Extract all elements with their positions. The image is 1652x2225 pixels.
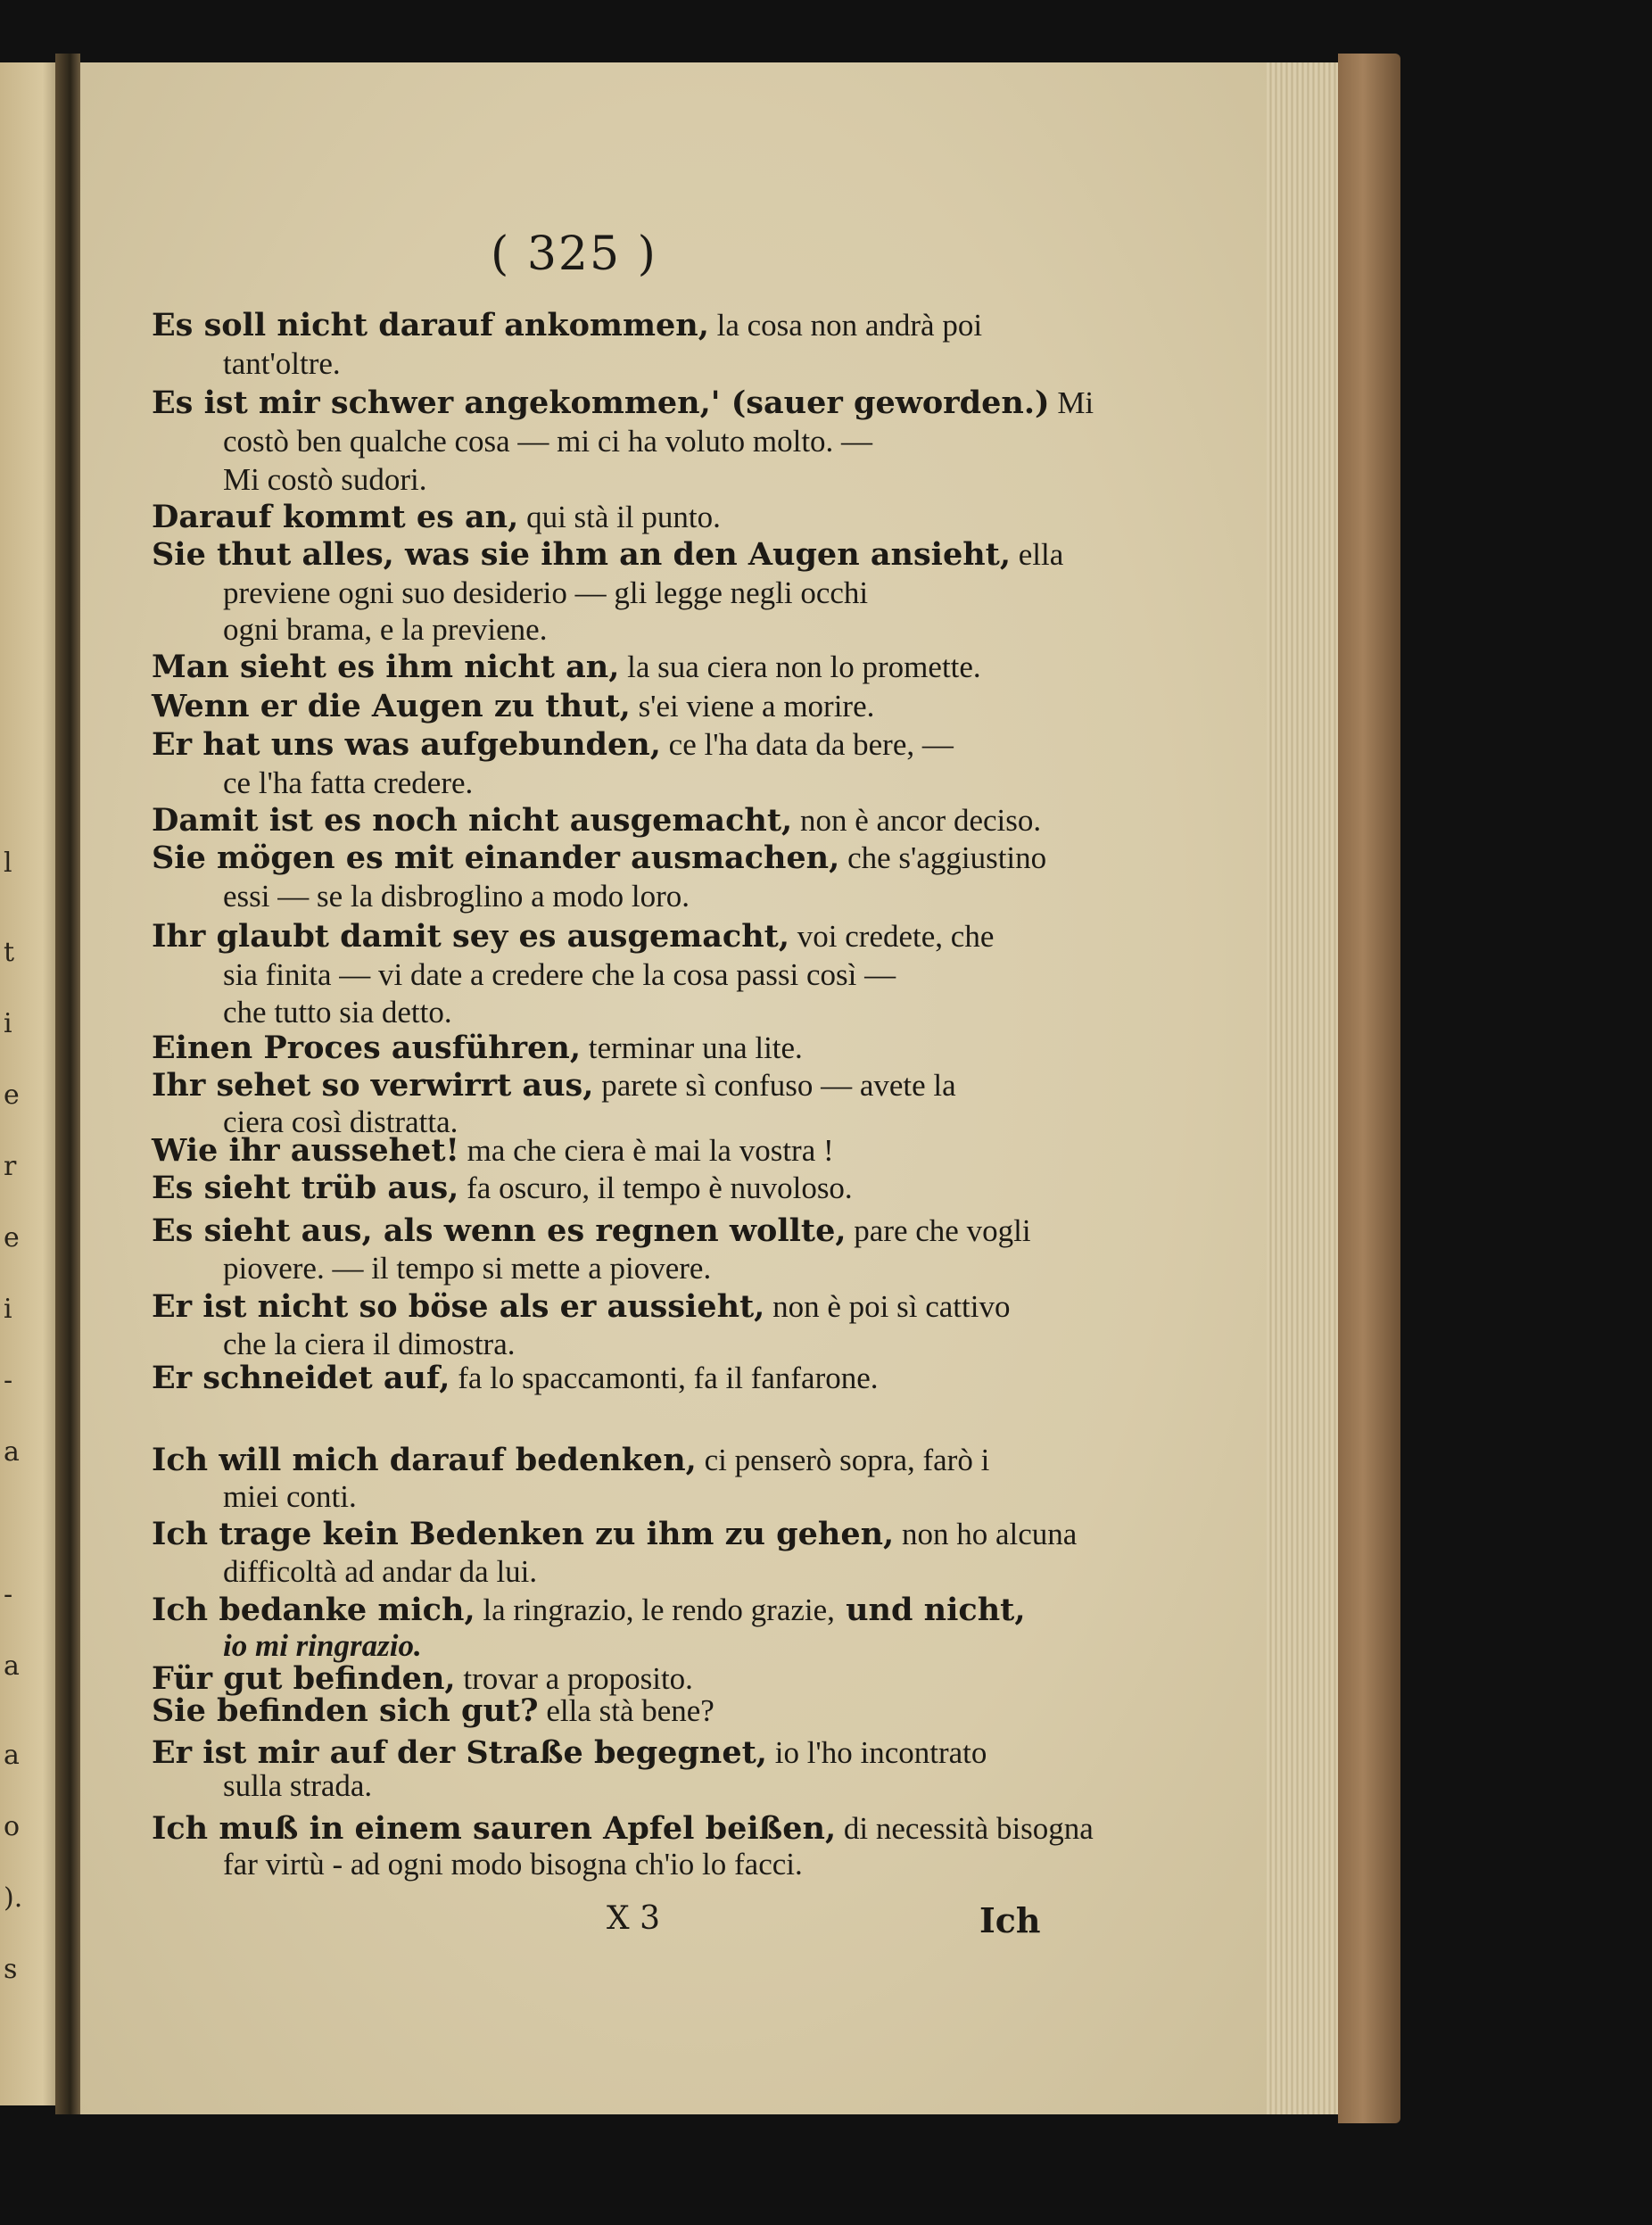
book-gutter (55, 54, 80, 2114)
margin-letter: i (4, 1008, 12, 1039)
margin-letter: r (4, 1151, 17, 1182)
margin-letter: t (4, 937, 15, 968)
margin-letter: o (4, 1811, 21, 1842)
text-line: Für gut befinden, trovar a proposito. (152, 1660, 693, 1697)
book-cover (1338, 54, 1400, 2123)
text-line: costò ben qualche cosa — mi ci ha voluto molto. — (223, 424, 873, 459)
text-line: Einen Proces ausführen, terminar una lite. (152, 1030, 803, 1066)
text-line: Es sieht aus, als wenn es regnen wollte, pare che vogli (152, 1212, 1031, 1249)
signature-mark: X 3 (607, 1900, 660, 1937)
text-line: piovere. — il tempo si mette a piovere. (223, 1251, 712, 1286)
catchword: Ich (979, 1900, 1041, 1940)
text-line: Wie ihr aussehet! ma che ciera è mai la vostra ! (152, 1132, 834, 1169)
text-line: Mi costò sudori. (223, 462, 427, 497)
text-line: ce l'ha fatta credere. (223, 765, 474, 800)
margin-letter: s (4, 1954, 18, 1985)
text-line: difficoltà ad andar da lui. (223, 1554, 538, 1589)
margin-letter: - (4, 1365, 13, 1396)
text-line: Ich muß in einem sauren Apfel beißen, di necessità bisogna (152, 1810, 1094, 1847)
text-line: Man sieht es ihm nicht an, la sua ciera non lo promette. (152, 649, 981, 685)
previous-page-margin-text (0, 62, 23, 2105)
text-line: Damit ist es noch nicht ausgemacht, non è ancor deciso. (152, 802, 1042, 839)
text-line: io mi ringrazio. (223, 1628, 422, 1663)
text-line: Sie mögen es mit einander ausmachen, che s'aggiustino (152, 840, 1047, 876)
text-line: ciera così distratta. (223, 1104, 458, 1139)
margin-letter: a (4, 1436, 20, 1468)
text-line: Sie thut alles, was sie ihm an den Augen ansieht, ella (152, 536, 1064, 573)
text-line: Er hat uns was aufgebunden, ce l'ha data da bere, — (152, 726, 954, 763)
text-line: Es sieht trüb aus, fa oscuro, il tempo è nuvoloso. (152, 1170, 853, 1206)
text-line: che la ciera il dimostra. (223, 1327, 516, 1361)
margin-letter: a (4, 1740, 20, 1771)
margin-letter: i (4, 1294, 12, 1325)
text-line: Er ist nicht so böse als er aussieht, non è poi sì cattivo (152, 1288, 1011, 1325)
text-line: che tutto sia detto. (223, 995, 452, 1030)
margin-letter: ). (4, 1882, 23, 1914)
text-line: essi — se la disbroglino a modo loro. (223, 879, 690, 914)
margin-letter: e (4, 1079, 20, 1111)
text-line: Es soll nicht darauf ankommen, la cosa non andrà poi (152, 307, 983, 343)
text-line: Er ist mir auf der Straße begegnet, io l'ho incontrato (152, 1734, 987, 1771)
text-line: Darauf kommt es an, qui stà il punto. (152, 499, 721, 535)
text-line: tant'oltre. (223, 346, 341, 381)
text-line: Wenn er die Augen zu thut, s'ei viene a morire. (152, 688, 875, 724)
text-line: Ich will mich darauf bedenken, ci penserò sopra, farò i (152, 1442, 990, 1478)
text-line: previene ogni suo desiderio — gli legge negli occhi (223, 575, 869, 610)
text-line: Ich bedanke mich, la ringrazio, le rendo grazie, und nicht, (152, 1592, 1026, 1628)
text-line: Ihr sehet so verwirrt aus, parete sì confuso — avete la (152, 1067, 956, 1104)
text-line: Ihr glaubt damit sey es ausgemacht, voi credete, che (152, 918, 995, 955)
text-line: Es ist mir schwer angekommen,' (sauer geworden.) Mi (152, 385, 1094, 421)
margin-letter: l (4, 848, 12, 879)
page-number: ( 325 ) (491, 227, 657, 281)
text-line: far virtù - ad ogni modo bisogna ch'io lo facci. (223, 1847, 803, 1882)
text-line: Ich trage kein Bedenken zu ihm zu gehen, non ho alcuna (152, 1516, 1078, 1552)
text-line: Er schneidet auf, fa lo spaccamonti, fa il fanfarone. (152, 1360, 879, 1396)
text-line: ogni brama, e la previene. (223, 612, 548, 647)
page-block-edges (1267, 62, 1338, 2114)
margin-letter: e (4, 1222, 20, 1253)
text-line: miei conti. (223, 1479, 357, 1514)
margin-letter: - (4, 1579, 13, 1610)
text-line: sulla strada. (223, 1768, 373, 1803)
margin-letter: a (4, 1650, 20, 1682)
text-line: Sie befinden sich gut? ella stà bene? (152, 1692, 714, 1729)
text-line: sia finita — vi date a credere che la cosa passi così — (223, 957, 896, 992)
